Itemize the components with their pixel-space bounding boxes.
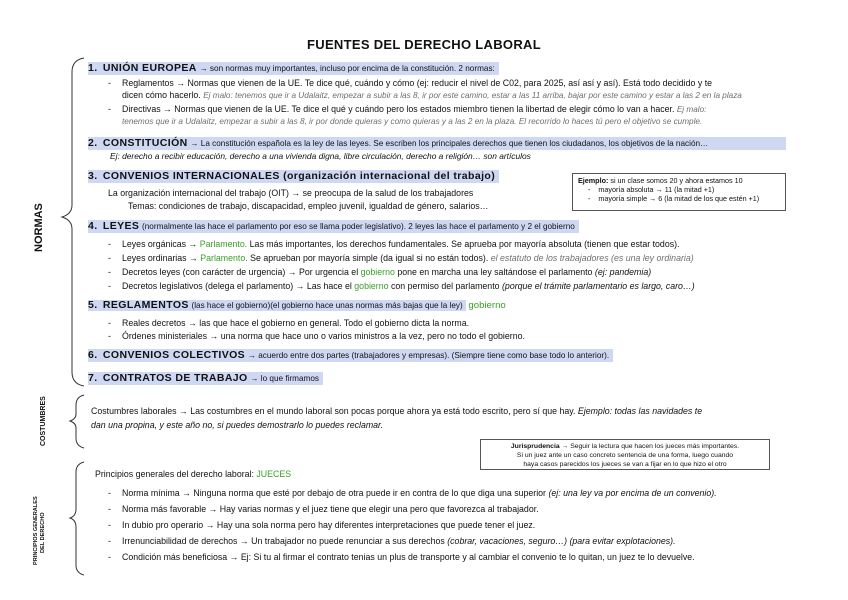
- principios-intro: Principios generales del derecho laboral: JUECES: [95, 469, 292, 479]
- list-item: - Reales decretos → las que hace el gobierno en general. Todo el gobierno dicta la norma.: [108, 318, 470, 328]
- section-6-header: 6. CONVENIOS COLECTIVOS → acuerdo entre dos partes (trabajadores y empresas). (Siempre tiene como base todo lo anterior).: [88, 349, 613, 362]
- principios-brace: [70, 462, 84, 575]
- section-1-header: 1. UNIÓN EUROPEA → son normas muy importantes, incluso por encima de la constitución. 2 normas:: [88, 62, 499, 75]
- list-item: - Órdenes ministeriales → una norma que hace uno o varios ministros a la vez, pero no todo el gobierno.: [108, 331, 525, 341]
- page-title: FUENTES DEL DERECHO LABORAL: [307, 37, 541, 52]
- list-item: - In dubio pro operario → Hay una sola norma pero hay diferentes interpretaciones que puede tener el juez.: [108, 520, 536, 530]
- list-item: - Leyes ordinarias → Parlamento. Se aprueban por mayoría simple (da igual si no están todos). el estatuto de los trabajadores (es una ley ordinaria): [108, 253, 694, 263]
- list-item-cont: tenemos que ir a Udalaitz, empezar a subir a las 8, ir por donde quieras y como quieras y a las 2 en la plaza. El recorrido lo haces tú pero el objetivo se cumple.: [122, 117, 703, 126]
- section-4-header: 4. LEYES (normalmente las hace el parlamento por eso se llama poder legislativo). 2 leyes las hace el parlamento y 2 el gobierno: [88, 220, 579, 233]
- list-item: - Norma más favorable → Hay varias normas y el juez tiene que elegir una pero que favorezca al trabajador.: [108, 504, 539, 514]
- list-item: - Reglamentos → Normas que vienen de la UE. Te dice qué, cuándo y cómo (ej: reducir el nivel de C02, para 2025, así así y así). Está todo decidido y te: [108, 78, 713, 88]
- list-item: - Decretos leyes (con carácter de urgencia) → Por urgencia el gobierno pone en marcha una ley saltándose el parlamento (ej: pandemia): [108, 267, 652, 277]
- costumbres-line-1: Costumbres laborales → Las costumbres en el mundo laboral son pocas porque ahora ya está todo escrito, pero sí que hay. Ejemplo: todas las navidades te: [91, 406, 703, 416]
- jurisprudencia-box: Jurisprudencia → Seguir la lectura que hacen los jueces más importantes. Si un juez ante un caso concreto sentencia de una forma, luego cuando haya casos parecidos los jueces se van a fijar en lo que hizo el otro: [480, 439, 770, 470]
- list-item-cont: dicen cómo hacerlo. Ej malo: tenemos que ir a Udalaitz, empezar a subir a las 8, ir por este camino, estar a las 11 arriba, bajar por este camino y estar a las 2 en la plaza: [122, 90, 742, 100]
- section-6-title: CONVENIOS COLECTIVOS: [102, 349, 246, 361]
- section-7-header: 7. CONTRATOS DE TRABAJO → lo que firmamos: [88, 372, 323, 385]
- example-box: Ejemplo: si un clase somos 20 y ahora estamos 10 - mayoría absoluta → 11 (la mitad +1) - mayoría simple → 6 (la mitad de los que estén +1): [572, 173, 786, 211]
- normas-label: NORMAS: [33, 203, 45, 252]
- section-3-line-2: Temas: condiciones de trabajo, discapacidad, empleo juvenil, igualdad de género, salarios…: [128, 201, 489, 211]
- normas-brace: [62, 58, 84, 386]
- section-3-header: 3. CONVENIOS INTERNACIONALES (organización internacional del trabajo): [88, 170, 499, 183]
- section-3-line-1: La organización internacional del trabajo (OIT) → se preocupa de la salud de los trabajadores: [108, 188, 474, 198]
- list-item: - Directivas → Normas que vienen de la UE. Te dice el qué y cuándo pero los estados miembro tienen la libertad de elegir cómo lo van a hacer. Ej malo:: [108, 104, 707, 114]
- section-5-header: 5. REGLAMENTOS (las hace el gobierno)(el gobierno hace unas normas más bajas que la ley) gobierno: [88, 299, 506, 311]
- section-2-header: 2. CONSTITUCIÓN → La constitución española es la ley de las leyes. Se escriben los principales derechos que tienen los ciudadanos, los objetivos de la nación…: [88, 137, 786, 150]
- section-7-title: CONTRATOS DE TRABAJO: [102, 372, 248, 384]
- principios-label-2: DEL DERECHO: [40, 512, 46, 553]
- list-item: - Norma mínima → Ninguna norma que esté por debajo de otra puede ir en contra de lo que diga una superior (ej: una ley va por encima de un convenio).: [108, 488, 717, 498]
- costumbres-brace: [70, 395, 84, 448]
- costumbres-line-2: dan una propina, y este año no, si puedes demostrarlo lo puedes reclamar.: [91, 420, 384, 430]
- costumbres-label: COSTUMBRES: [40, 396, 47, 446]
- section-2-example: Ej: derecho a recibir educación, derecho a una vivienda digna, libre circulación, derecho a religión… son artículos: [110, 151, 531, 161]
- principios-label-1: PRINCIPIOS GENERALES: [33, 496, 39, 565]
- section-2-title: CONSTITUCIÓN: [102, 137, 188, 149]
- list-item: - Irrenunciabilidad de derechos → Un trabajador no puede renunciar a sus derechos (cobrar, vacaciones, seguro…) (para evitar explotaciones).: [108, 536, 676, 546]
- list-item: - Decretos legislativos (delega el parlamento) → Las hace el gobierno con permiso del parlamento (porque el trámite parlamentario es largo, caro…): [108, 281, 695, 291]
- list-item: - Leyes orgánicas → Parlamento. Las más importantes, los derechos fundamentales. Se aprueba por mayoría absoluta (tienen que estar todos).: [108, 239, 680, 249]
- section-1-title: UNIÓN EUROPEA: [102, 62, 197, 74]
- section-5-title: REGLAMENTOS: [102, 299, 189, 311]
- section-4-title: LEYES: [102, 220, 140, 232]
- section-3-title: CONVENIOS INTERNACIONALES (organización internacional del trabajo): [102, 170, 496, 182]
- list-item: - Condición más beneficiosa → Ej: Si tu al firmar el contrato tenias un plus de transporte y al cambiar el convenio te lo quitan, un juez te lo devuelve.: [108, 552, 695, 562]
